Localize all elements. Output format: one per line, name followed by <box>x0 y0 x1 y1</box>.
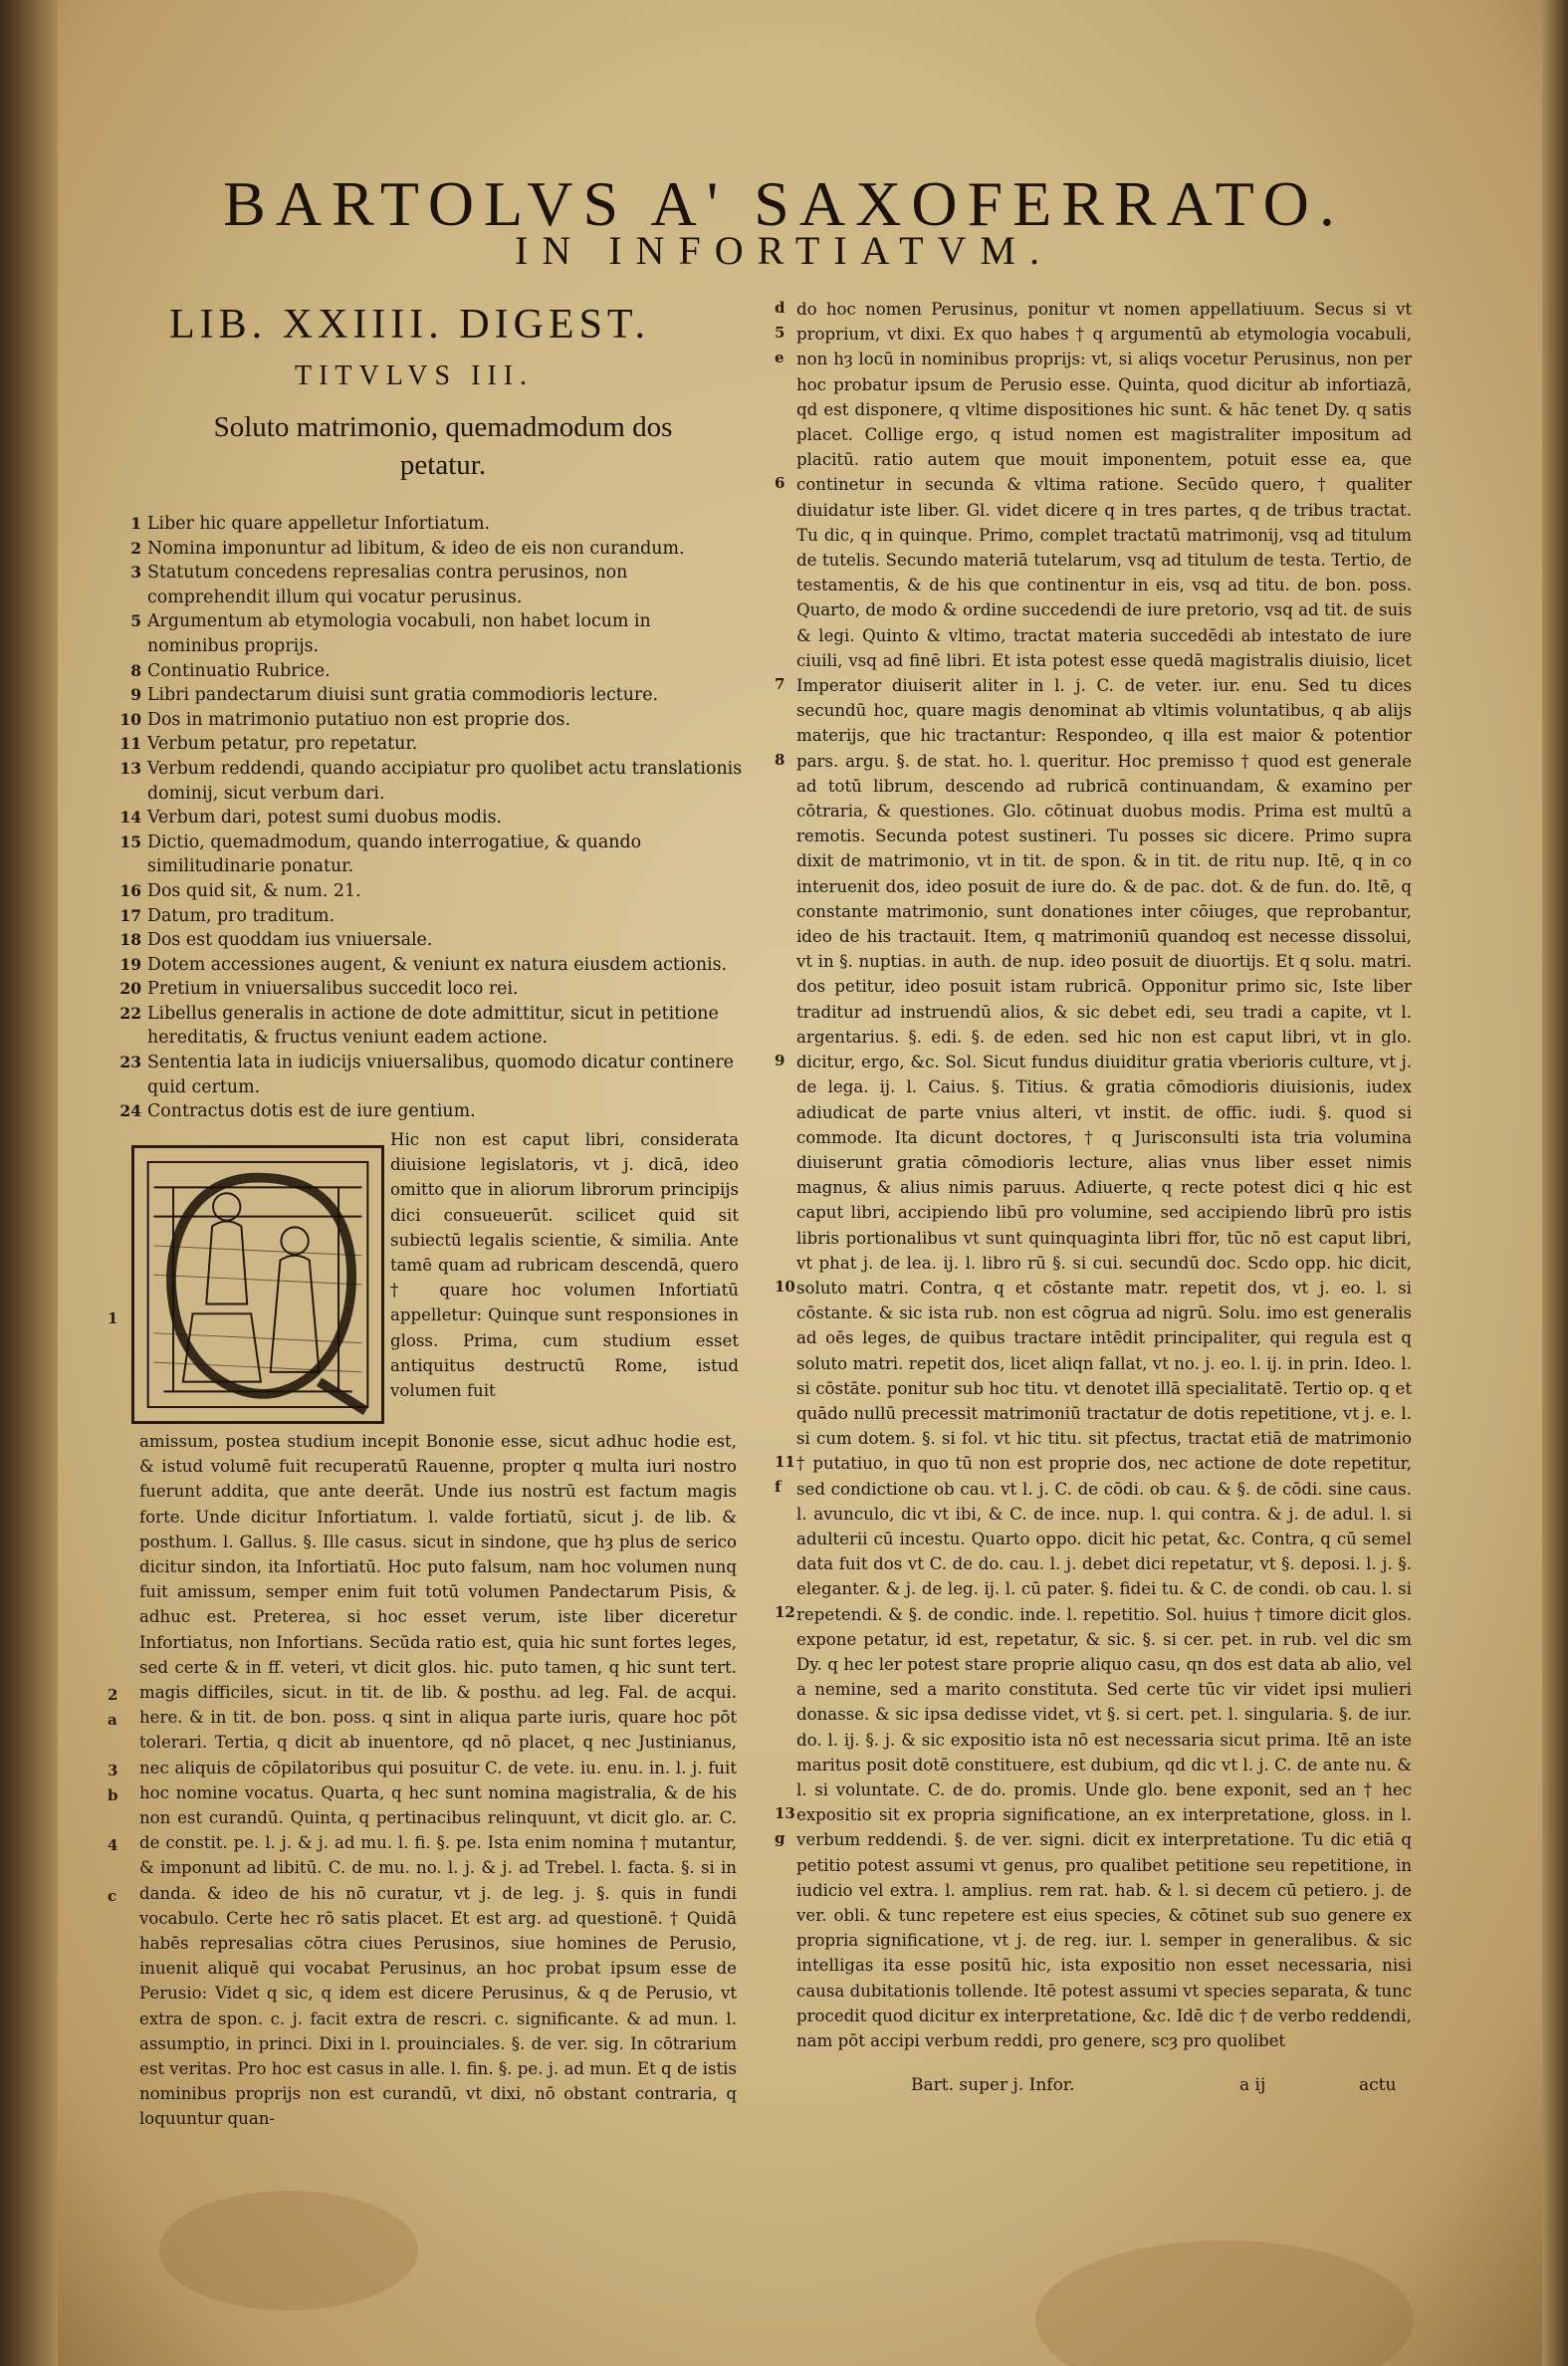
summary-text: Statutum concedens represalias contra perusinos, non comprehendit illum qui vocatur perusinus. <box>147 563 628 607</box>
summary-text: Dos quid sit, & num. 21. <box>147 880 361 901</box>
summary-item <box>108 561 745 609</box>
margin-mark: a <box>108 1711 117 1730</box>
margin-mark: b <box>108 1786 118 1804</box>
summary-item <box>108 904 745 929</box>
summary-text: Pretium in vniuersalibus succedit loco rei. <box>147 979 519 1000</box>
summary-number: 13 <box>119 758 141 778</box>
summary-number: 1 <box>130 514 141 533</box>
summary-item <box>108 732 745 757</box>
summary-number: 16 <box>119 880 141 900</box>
margin-mark: 6 <box>775 474 785 493</box>
page-subtitle: IN INFORTIATVM. <box>515 228 1053 273</box>
margin-mark: c <box>108 1886 117 1905</box>
body-text-left-top <box>390 1127 739 1403</box>
summary-number: 20 <box>119 979 141 999</box>
margin-mark: 4 <box>108 1836 118 1855</box>
summary-item <box>108 879 745 904</box>
margin-mark: 11 <box>775 1453 795 1472</box>
summary-number: 18 <box>119 930 141 950</box>
summary-text: Libri pandectarum diuisi sunt gratia commodioris lecture. <box>147 685 659 706</box>
summary-number: 11 <box>119 734 141 754</box>
summary-text: Dictio, quemadmodum, quando interrogatiue, & quando similitudinarie ponatur. <box>147 831 642 877</box>
summary-item <box>108 1099 745 1124</box>
title-heading: TITVLVS III. <box>295 360 535 391</box>
summary-text: Liber hic quare appelletur Infortiatum. <box>147 514 491 534</box>
summary-item <box>108 830 745 879</box>
catchword: actu <box>1359 2075 1397 2095</box>
decorated-initial-q <box>131 1145 384 1424</box>
water-stain <box>1035 2241 1414 2366</box>
summary-item <box>108 659 745 684</box>
margin-mark: 8 <box>775 750 785 769</box>
signature-mark: a ij <box>1239 2075 1266 2095</box>
summary-number: 17 <box>119 905 141 925</box>
summary-number: 8 <box>130 660 141 680</box>
summary-item <box>108 953 745 978</box>
book-heading: LIB. XXIIII. DIGEST. <box>169 302 650 348</box>
summary-number: 24 <box>119 1101 141 1121</box>
body-paragraph: do hoc nomen Perusinus, ponitur vt nomen appellatiuum. Secus si vt proprium, vt dixi. Ex quo habes † q argumentū ab etymologia vocabuli, non hȝ locū in nominibus proprijs: vt, si aliqs vocetur Perusinus, non per hoc probatur ipsum de Perusio esse. Quinta, quod dicitur ab infortiazā, qd est disponere, q vltime dispositiones hic sunt. & hāc tenet Dy. q satis placet. Collige ergo, q istud nomen est magistraliter impositum ad placitū. ratio autem que mouit imponentem, potuit esse ea, que continetur in secunda & vltima ratione. Secūdo quero, † qualiter diuidatur iste liber. Gl. videt dicere q in tres partes, q de tribus tractat. Tu dic, q in quinque. Primo, complet tractatū matrimonij, vsq ad titulum de tutelis. Secundo materiā tutelarum, vsq ad titulum de testa. Tertio, de testamentis, & de his que continentur in eis, vsq ad titu. de bon. poss. Quarto, de modo & ordine succedendi de iure pretorio, vsq ad tit. de suis & legi. Quinto & vltimo, tractat materia succedēdi ab intestato de iure ciuili, vsq ad finē libri. Et ista potest esse quedā magistralis diuisio, licet Imperator diuiserit aliter in l. j. C. de veter. iur. enu. Sed tu dices secundū hoc, quare magis denominat ab vltimis voluntatibus, q ab alijs materijs, que hic tractantur: Respondeo, q illa est maior & potentior pars. argu. §. de stat. ho. l. queritur. Hoc premisso † quod est generale ad totū librum, descendo ad rubricā continuandam, & examino per cōtraria, & questiones. Glo. cōtinuat duobus modis. Prima est multū a remotis. Secunda potest sustineri. Tu posses sic dicere. Primo supra dixit de matrimonio, vt in tit. de spon. & in tit. de ritu nup. Itē, q in co interuenit dos, ideo posuit de iure do. & de pac. dot. & de fun. do. Itē, q constante matrimonio, sunt donationes inter cōiuges, que reprobantur, ideo de his tractauit. Item, q matrimoniū quandoq est necesse dissolui, vt in §. nuptias. in auth. de nup. ideo posuit de diuortijs. Et q solu. matri. dos petitur, ideo posuit istam rubricā. Opponitur primo sic, Iste liber traditur ad instruendū alios, & sic debet edi, seu tradi a capite, vt l. argentarius. §. edi. §. de eden. sed hic non est caput libri, vt in glo. dicitur, ergo, &c. Sol. Sicut fundus diuiditur gratia vberioris culture, vt j. de lega. ij. l. Caius. §. Titius. & gratia cōmodioris diuisionis, iudex adiudicat de parte vnius alteri, vt instit. de offic. iudi. §. quod si commode. Ita dicunt doctores, † q Jurisconsulti ista tria volumina diuiserunt gratia cōmodioris lecture, alias vnus liber esset nimis magnus, & alius nimis paruus. Adiuerte, q recte potest dici q hic est caput libri, accipiendo libū pro volumine, sed accipiendo librū pro istis libris portionalibus vt sunt quinquaginta libri ffor, tūc nō est caput libri, vt phat j. de lea. ij. l. libro rū §. si cui. secundū doc. Scdo opp. hic dicit, soluto matri. Contra, q et cōstante matr. repetit dos, vt j. eo. l. si cōstante. & sic ista rub. non est cōgrua ad nigrū. Solu. imo est generalis ad oēs leges, de quibus tractare intēdit principaliter, qui regula est q soluto matri. repetit dos, licet aliqn fallat, vt no. j. eo. l. ij. in prin. Ideo. l. si cōstāte. ponitur sub hoc titu. vt denotet illā specialitatē. Tertio op. q et quādo nullū precessit matrimoniū tractatur de dotis repetitione, vt j. e. l. si cum dotem. §. si fol. vt hic titu. sit pfectus, tractat etiā de matrimonio † putatiuo, in quo tū non est proprie dos, nec actione de dote repetitur, sed condictione ob cau. vt l. j. C. de cōdi. ob cau. & §. de cōdi. sine caus. l. avunculo, dic vt ibi, & C. de ince. nup. l. qui contra. & j. de adul. l. si adulterii cū incestu. Quarto oppo. dicit hic petat, &c. Contra, q cū semel data fuit dos vt C. de do. cau. l. j. debet dici repetatur, vt §. deposi. l. j. §. eleganter. & j. de leg. ij. l. cū pater. §. fidei tu. & C. de condi. ob cau. l. si repetendi. & §. de condic. inde. l. repetitio. Sol. huius † timore dicit glos. expone petatur, id est, repetatur, & sic. §. si cer. pet. in rub. vel dic sm Dy. q hec ler potest stare proprie aliquo casu, qn dos est data ab alio, vel a nemine, sed a marito constituta. Sed certe tūc vir videt ipsi mulieri donasse. & sic ipsa dedisse videt, vt §. si cert. pet. l. singularia. §. de iur. do. l. ij. §. j. & sic expositio ista nō est necessaria sicut prima. Itē an iste maritus posit dotē constituere, est dubium, qd dic vt l. j. C. de ante nu. & l. si voluntate. C. de do. promis. Unde glo. bene exponit, sed an † hec expositio sit ex propria significatione, an ex interpretatione, gloss. in l. verbum reddendi. §. de ver. signi. dicit ex interpretatione. Tu dic etiā q petitio potest assumi vt genus, pro qualibet petitione seu repetitione, in iudicio vel extra. l. amplius. rem rat. hab. & l. si decem cū petiero. j. de ver. obli. & tunc repetere est eius species, & cōtinet sub suo genere ex propria significatione, vt j. de reg. iur. l. semper in generalibus. & sic intelligas ita esse positū hic, ista expositio non esset necessaria, nisi causa dubitationis tollende. Itē potest assumi vt species separata, & tunc procedit quod dicitur ex interpretatione, &c. Idē dic † de verbo reddendi, nam pōt accipi verbum reddi, pro genere, scȝ pro quolibet <box>796 300 1412 2051</box>
summary-text: Sententia lata in iudicijs vniuersalibus, quomodo dicatur continere quid certum. <box>147 1053 734 1097</box>
summary-item <box>108 757 745 806</box>
summary-text: Verbum dari, potest sumi duobus modis. <box>147 808 503 828</box>
summary-text: Datum, pro traditum. <box>147 905 336 926</box>
margin-mark: 2 <box>108 1686 118 1705</box>
summary-item <box>108 708 745 733</box>
summary-item <box>108 806 745 830</box>
summary-item <box>108 1002 745 1051</box>
summary-text: Verbum reddendi, quando accipiatur pro quolibet actu translationis dominij, sicut verbum dari. <box>147 758 743 804</box>
summary-item <box>108 977 745 1002</box>
summary-number: 3 <box>130 563 141 583</box>
summary-number: 5 <box>130 611 141 631</box>
page-edge <box>1542 0 1568 2366</box>
summary-number: 2 <box>130 538 141 558</box>
margin-mark: g <box>775 1829 785 1848</box>
summary-item <box>108 1051 745 1099</box>
summary-number: 15 <box>119 831 141 851</box>
margin-mark: d <box>775 299 785 317</box>
summary-number: 22 <box>119 1003 141 1023</box>
water-stain <box>159 2191 418 2310</box>
margin-mark: 12 <box>775 1603 795 1622</box>
summary-text: Dos est quoddam ius vniuersale. <box>147 930 433 951</box>
margin-mark: e <box>775 349 784 367</box>
body-paragraph: Hic non est caput libri, considerata diuisione legislatoris, vt j. dicā, ideo omitto que in aliorum librorum principijs dici consueuerūt. scilicet quid sit subiectū legalis scientie, & similia. Ante tamē quam ad rubricam descendā, quero † quare hoc volumen Infortiatū appelletur: Quinque sunt responsiones in gloss. Prima, cum studium esset antiquitus destructū Rome, istud volumen fuit <box>390 1130 739 1401</box>
margin-mark: 3 <box>108 1761 118 1779</box>
summary-item <box>108 928 745 953</box>
running-footer: Bart. super j. Infor. <box>911 2075 1075 2095</box>
summary-number: 19 <box>119 954 141 974</box>
body-text-right-column <box>796 297 1412 2053</box>
binding-gutter <box>0 0 58 2366</box>
summary-text: Continuatio Rubrice. <box>147 660 331 681</box>
summary-text: Nomina imponuntur ad libitum, & ideo de eis non curandum. <box>147 538 685 559</box>
margin-mark: 7 <box>775 675 785 693</box>
summary-number: 9 <box>130 685 141 705</box>
margin-mark: 10 <box>775 1277 795 1296</box>
summary-text: Dotem accessiones augent, & veniunt ex natura eiusdem actionis. <box>147 954 728 975</box>
summary-item <box>108 609 745 658</box>
woodcut-illustration <box>134 1148 381 1421</box>
body-paragraph: amissum, postea studium incepit Bononie esse, sicut adhuc hodie est, & istud volumē fuit recuperatū Rauenne, propter q multa iuri nostro fuerunt addita, que ante deerāt. Unde ius nostrū est factum magis forte. Unde dicitur Infortiatum. l. valde fortiatū, sicut j. de lib. & posthum. l. Gallus. §. Ille casus. sicut in sindone, que hȝ plus de serico dicitur sindon, ita Infortiatū. Hoc puto falsum, nam hoc volumen nunq fuit amissum, semper enim fuit totū volumen Pandectarum Pisis, & adhuc est. Preterea, si hoc esset verum, iste liber diceretur Infortiatus, non Infortians. Secūda ratio est, quia hic sunt fortes leges, sed certe & in ff. veteri, vt dicit glos. hic. puto tamen, q hic sunt tert. magis difficiles, sicut. in tit. de lib. & posthu. ad leg. Fal. de acqui. here. & in tit. de bon. poss. q sint in aliqua parte iuris, quare hoc pōt tolerari. Tertia, q dicit ab inuentore, qd nō placet, q nec Justinianus, nec aliquis de cōpilatoribus qui posuitur C. de vete. iu. enu. in. l. j. fuit hoc nomine vocatus. Quarta, q hec sunt nomina magistralia, & de his non est curandū. Quinta, q pertinacibus relinquunt, vt dicit glo. ar. C. de constit. pe. l. j. & j. ad mu. l. fi. §. pe. Ista enim nomina † mutantur, & imponunt ad libitū. C. de mu. no. l. j. & j. ad Trebel. l. facta. §. si in danda. & ideo de his nō curatur, vt j. de leg. j. §. quis in fundi vocabulo. Certe hec rō satis placet. Et est arg. ad questionē. † Quidā habēs represalias cōtra ciues Perusinos, siue homines de Perusio, inuenit aliquē qui vocabat Perusinus, an hoc probat ipsum esse de Perusio: Videt q sic, q idem est dicere Perusinus, & q de Perusio, vt extra de spon. c. j. facit extra de rescri. c. significante. & ad mun. l. assumptio, in princi. Dixi in l. prouinciales. §. de ver. sig. In cōtrarium est veritas. Pro hoc est casus in alle. l. fin. §. pe. j. ad mun. Et q de istis nominibus proprijs non est curandū, vt dixi, nō obstant contraria, q loquuntur quan- <box>139 1432 737 2129</box>
summary-text: Dos in matrimonio putatiuo non est proprie dos. <box>147 709 570 730</box>
summary-number: 10 <box>119 709 141 729</box>
margin-mark: 9 <box>775 1052 785 1069</box>
page-title: BARTOLVS A' SAXOFERRATO. <box>223 168 1345 239</box>
summary-text: Verbum petatur, pro repetatur. <box>147 734 418 755</box>
summary-text: Argumentum ab etymologia vocabuli, non habet locum in nominibus proprijs. <box>147 611 651 656</box>
margin-mark: f <box>775 1478 782 1497</box>
body-text-left-bottom <box>139 1429 737 2132</box>
summary-item <box>108 537 745 562</box>
summary-list <box>108 512 745 1124</box>
summary-item <box>108 683 745 708</box>
margin-mark: 5 <box>775 324 785 343</box>
summary-number: 23 <box>119 1053 141 1072</box>
summary-number: 14 <box>119 808 141 828</box>
margin-mark: 1 <box>108 1309 118 1328</box>
summary-text: Contractus dotis est de iure gentium. <box>147 1101 476 1122</box>
summary-item <box>108 512 745 537</box>
rubric: Soluto matrimonio, quemadmodum dos petatur. <box>213 411 673 481</box>
summary-text: Libellus generalis in actione de dote admittitur, sicut in petitione hereditatis, & fructus veniunt eadem actione. <box>147 1003 719 1049</box>
margin-mark: 13 <box>775 1804 795 1822</box>
